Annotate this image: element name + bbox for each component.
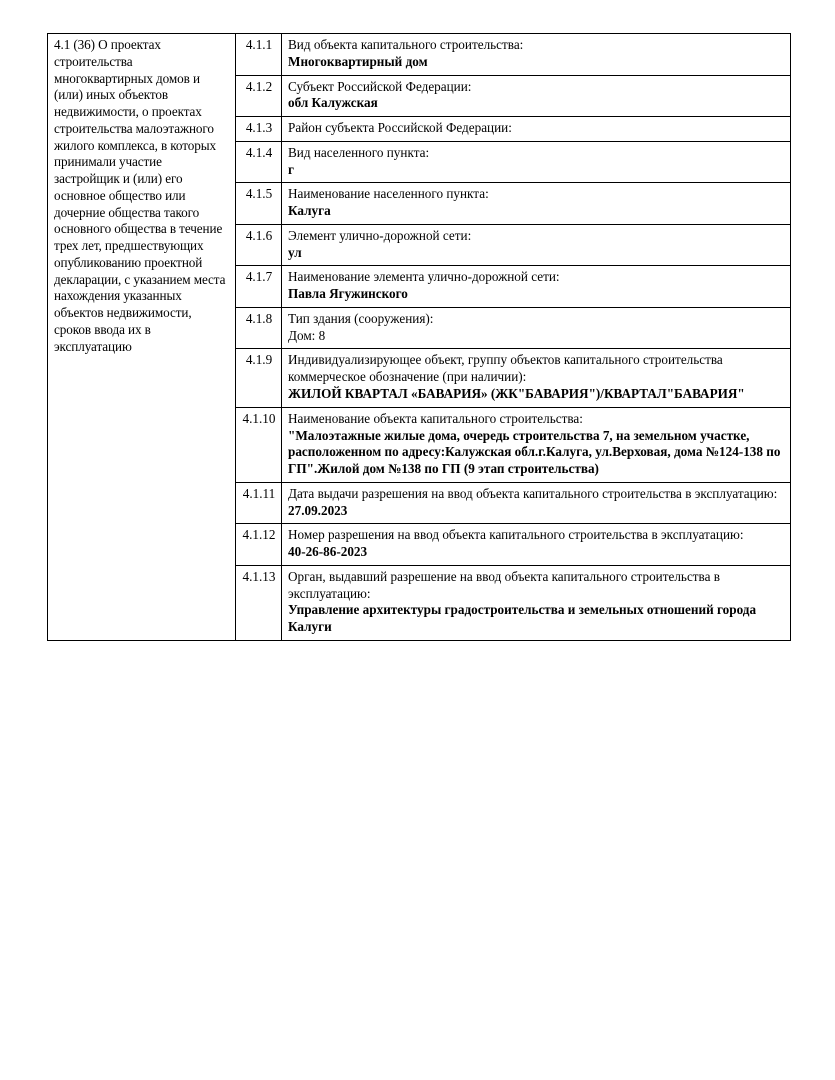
row-label: Район субъекта Российской Федерации:	[288, 120, 512, 136]
row-content	[282, 224, 791, 266]
row-code: 4.1.6	[236, 224, 282, 266]
row-code: 4.1.13	[236, 565, 282, 640]
row-code: 4.1.8	[236, 307, 282, 349]
row-code: 4.1.3	[236, 117, 282, 142]
row-content	[282, 482, 791, 524]
row-label: Наименование населенного пункта:	[288, 186, 489, 202]
row-value: Павла Ягужинского	[288, 286, 408, 302]
row-value: обл Калужская	[288, 95, 378, 111]
row-value: 27.09.2023	[288, 502, 348, 518]
row-content	[282, 75, 791, 117]
declaration-table	[47, 33, 791, 641]
row-code: 4.1.7	[236, 266, 282, 308]
row-code: 4.1.2	[236, 75, 282, 117]
row-code: 4.1.10	[236, 407, 282, 482]
row-label: Субъект Российской Федерации:	[288, 78, 472, 94]
row-label: Наименование элемента улично-дорожной сети:	[288, 269, 560, 285]
row-value: ЖИЛОЙ КВАРТАЛ «БАВАРИЯ» (ЖК"БАВАРИЯ")/КВАРТАЛ"БАВАРИЯ"	[288, 386, 745, 402]
row-code: 4.1.11	[236, 482, 282, 524]
row-content	[282, 565, 791, 640]
row-content	[282, 266, 791, 308]
row-content	[282, 117, 791, 142]
row-code: 4.1.9	[236, 349, 282, 407]
row-content	[282, 524, 791, 566]
row-label: Дата выдачи разрешения на ввод объекта капитального строительства в эксплуатацию:	[288, 485, 778, 501]
row-content	[282, 307, 791, 349]
row-value: Многоквартирный дом	[288, 53, 428, 69]
row-value: Калуга	[288, 203, 331, 219]
row-content	[282, 141, 791, 183]
row-code: 4.1.1	[236, 34, 282, 76]
row-label: Номер разрешения на ввод объекта капитального строительства в эксплуатацию:	[288, 527, 744, 543]
row-label: Индивидуализирующее объект, группу объектов капитального строительства коммерческое обозначение (при наличии):	[288, 352, 723, 385]
row-code: 4.1.12	[236, 524, 282, 566]
row-content	[282, 34, 791, 76]
row-code: 4.1.4	[236, 141, 282, 183]
row-value: Управление архитектуры градостроительства и земельных отношений города Калуги	[288, 602, 757, 635]
row-content	[282, 183, 791, 225]
row-label: Элемент улично-дорожной сети:	[288, 227, 472, 243]
row-content	[282, 349, 791, 407]
row-value: г	[288, 161, 294, 177]
row-label: Тип здания (сооружения):	[288, 310, 434, 326]
table-row	[48, 34, 791, 76]
row-value: ул	[288, 244, 302, 260]
row-value: Дом: 8	[288, 327, 326, 343]
row-value: "Малоэтажные жилые дома, очередь строительства 7, на земельном участке, расположенном по адресу:Калужская обл.г.Калуга, ул.Верховая, дома №124-138 по ГП".Жилой дом №138 по ГП (9 этап строительства)	[288, 427, 781, 477]
row-label: Вид населенного пункта:	[288, 144, 430, 160]
row-code: 4.1.5	[236, 183, 282, 225]
row-label: Орган, выдавший разрешение на ввод объекта капитального строительства в эксплуатацию:	[288, 568, 720, 601]
section-description-cell: 4.1 (36) О проектах строительства многоквартирных домов и (или) иных объектов недвижимости, о проектах строительства малоэтажного жилого комплекса, в которых принимали участие застройщик и (или) его основное общество или дочерние общества такого основного общества в течение трех лет, предшествующих опубликованию проектной декларации, с указанием места нахождения указанных объектов недвижимости, сроков ввода их в эксплуатацию	[48, 34, 236, 641]
row-value: 40-26-86-2023	[288, 544, 368, 560]
row-content	[282, 407, 791, 482]
row-label: Вид объекта капитального строительства:	[288, 37, 524, 52]
row-label: Наименование объекта капитального строительства:	[288, 410, 583, 426]
